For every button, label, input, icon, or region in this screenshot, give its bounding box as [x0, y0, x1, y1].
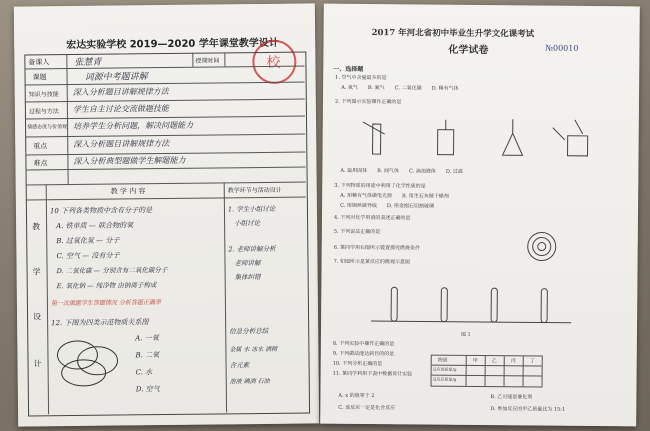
content-line: B. 过氧化氢 — 分子: [56, 236, 120, 246]
content-line: 10 下列各类物质中含有分子的是: [49, 206, 153, 216]
question-12: 12. 下图为四类示范物质关系图: [51, 318, 149, 328]
side-label-3: 设: [33, 312, 42, 322]
exam-title: 2017 年河北省初中毕业生升学文化课考试: [371, 28, 535, 40]
content-header: 教 学 内 容: [110, 187, 146, 196]
activity-header: 教学环节与活动设计: [227, 186, 282, 195]
row-label-time: 授课时间: [195, 57, 220, 65]
table-row-label: 反应后质量/g: [432, 376, 457, 382]
side-label-2: 学: [32, 267, 41, 277]
content-line: E. 氧化钠 — 纯净物 由钠离子构成: [56, 281, 157, 291]
diagram-label: A. 一氧: [135, 334, 159, 343]
question-line: 1. 空气中含量最多的是: [335, 74, 387, 82]
content-line: C. 空气 — 没有分子: [56, 251, 120, 261]
row-label-process: 过程与方法: [28, 108, 59, 116]
question-line: A. 氧气 B. 氮气 C. 二氧化碳 D. 稀有气体: [341, 84, 459, 92]
diagram-label: B. 二氧: [135, 351, 160, 360]
exam-paper-sheet: [320, 4, 640, 427]
row-value-process: 学生自主讨论交流做题技能: [72, 103, 169, 114]
activity-line: 小组讨论: [234, 219, 261, 228]
row-label-attitude: 情感态度与价值观: [27, 124, 68, 131]
row-label-key-point: 重点: [33, 142, 48, 151]
row-value-knowledge: 深入分析题目讲解规律方法: [72, 86, 169, 97]
content-red-line: 第一次做题学生答题情况 分析答题正确率: [50, 299, 161, 308]
sheet-title: 宏达实验学校 2019—2020 学年课堂教学设计: [66, 37, 279, 52]
figure-caption: 图 1: [460, 331, 471, 338]
note-line: 信息分析总结: [229, 326, 269, 336]
row-value-attitude: 培养学生分析问题，解决问题能力: [73, 120, 194, 131]
row-value-difficulty: 深入分析典型题做学生解题能力: [73, 155, 186, 166]
row-label-knowledge: 知识与技能: [28, 91, 59, 99]
question-line: 2. 下列图示实验操作正确的是: [334, 98, 402, 106]
question-line: 3. 下列物质的用途中利用了化学性质的是: [334, 182, 426, 190]
activity-line: 1. 学生小组讨论: [227, 204, 276, 214]
table-row-label: 反应前质量/g: [432, 366, 457, 372]
table-header: 丁: [529, 358, 535, 365]
question-line: C. 用铜丝做导线 D. 用金刚石切割玻璃: [340, 202, 434, 210]
content-line: D. 二氧化碳 — 分别含有二氧化碳分子: [56, 265, 168, 276]
lesson-design-sheet: [14, 3, 319, 426]
data-table: [431, 355, 543, 388]
exam-serial: №00010: [545, 43, 579, 53]
answer-option: C. 该反应一定是化合反应: [338, 404, 396, 412]
row-value-teacher: 张慧青: [74, 57, 102, 68]
section-heading: 一、选择题: [333, 65, 364, 73]
question-line: 4. 下列对化学用语的表述正确的是: [333, 214, 411, 222]
note-line: 含元素: [229, 361, 250, 370]
lab-equipment-figure: [342, 114, 612, 166]
question-line: 5. 下列说法正确的是: [333, 228, 381, 236]
answer-option: B. 乙可能是催化剂: [490, 394, 533, 401]
table-header: 物质: [437, 357, 448, 364]
content-line: A. 铁单质 — 联合物的氧: [56, 221, 134, 231]
question-line: 10. 下列分析正确的是: [332, 360, 383, 368]
activity-line: 老师讲解: [234, 259, 261, 268]
row-label-difficulty: 难点: [33, 159, 48, 168]
table-header: 乙: [491, 358, 497, 365]
row-label-teacher: 备课人: [28, 58, 50, 67]
row-value-key-point: 深入分析题目讲解规律方法: [73, 138, 170, 149]
stamp-text: 校: [266, 54, 281, 71]
question-line: 9. 下列做法能达到目的的是: [332, 350, 395, 358]
table-header: 甲: [472, 357, 478, 364]
question-line: 7. 如图所示是某反应的微观示意图: [333, 258, 410, 266]
question-line: 8. 下列实验中操作正确的是: [332, 340, 395, 348]
question-line: 11. 某同学利用下表中数据设计实验: [332, 370, 413, 378]
activity-line: 集体纠错: [234, 273, 261, 282]
question-line: A. 取用固体 B. 闻气体 C. 滴加液体 D. 过滤: [340, 167, 463, 175]
question-line: 6. 某同学用右图所示装置探究燃烧条件: [333, 244, 421, 252]
side-label-4: 计: [33, 359, 42, 369]
test-tube-figure: [361, 279, 581, 331]
answer-option: A. x 的值等于 2: [338, 392, 375, 400]
table-header: 丙: [510, 358, 516, 365]
exam-subtitle: 化学试卷: [448, 44, 489, 57]
answer-option: D. 参加反应的甲乙质量比为 15:1: [490, 406, 566, 413]
diagram-label: C. 水: [135, 368, 153, 377]
activity-line: 2. 老师讲解分析: [228, 244, 276, 254]
atom-diagram: [522, 230, 562, 262]
note-line: 溶液 碘酒 石油: [229, 377, 270, 386]
row-value-topic: 词源中考题讲解: [84, 72, 148, 83]
row-label-topic: 课题: [32, 73, 47, 82]
venn-diagram: [53, 330, 124, 391]
diagram-label: D. 空气: [135, 385, 160, 394]
question-line: A. 用稀有气体做电光源 B. 用生石灰做干燥剂: [340, 192, 449, 200]
note-line: 金属 水 冰水 酒精: [229, 345, 278, 354]
side-label-1: 教: [32, 222, 41, 232]
